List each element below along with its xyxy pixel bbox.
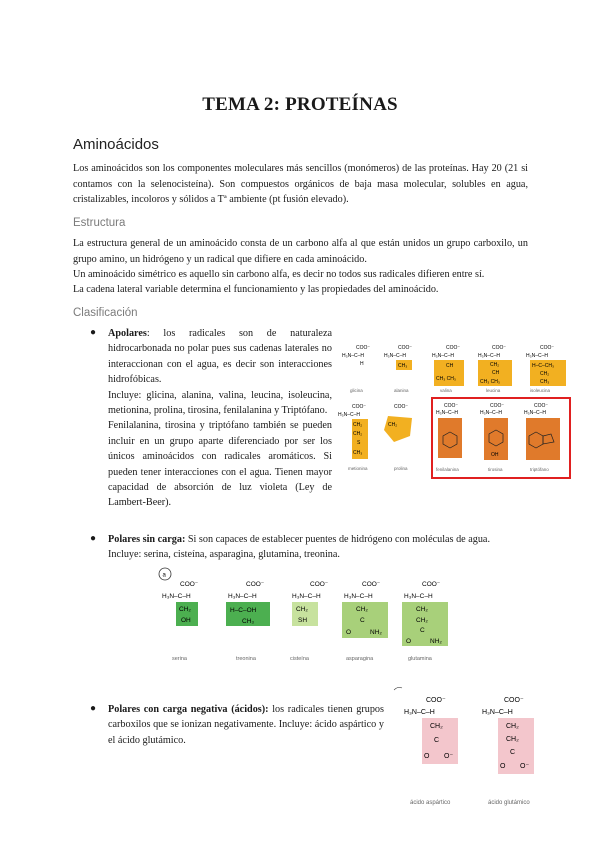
amino-label: H₃N–C–H <box>338 412 361 418</box>
isoleucina-structure <box>526 345 566 393</box>
amino-label: H₃N–C–H <box>480 410 503 416</box>
amino-label: H₃N–C–H <box>162 593 191 600</box>
radical-label: CH₂ <box>356 606 368 613</box>
section-heading: Aminoácidos <box>73 136 159 153</box>
estructura-paragraph-3: La cadena lateral variable determina el funcionamiento y las propiedades del aminoácido. <box>73 284 439 295</box>
name-fenilalanina: fenilalanina <box>436 467 459 472</box>
estructura-paragraph-2: Un aminoácido simétrico es aquello sin carbono alfa, es decir no todos sus radicales difieren entre sí. <box>73 269 485 280</box>
radical-label: O⁻ <box>444 753 454 760</box>
ring-shape <box>384 416 412 442</box>
radical-label: H–C–CH₃ <box>532 363 555 369</box>
acid-amino-acids-figure <box>392 682 542 810</box>
name-metionina: metionina <box>348 466 368 471</box>
radical-label: C <box>360 617 365 624</box>
serina-structure <box>162 581 198 662</box>
coo-label: COO⁻ <box>444 403 459 409</box>
coo-label: COO⁻ <box>362 581 381 588</box>
radical-label: S <box>357 440 361 446</box>
radical-label: OH <box>181 617 191 624</box>
radical-label: CH₂ <box>296 606 308 613</box>
name-glutamico: ácido glutámico <box>488 800 530 806</box>
name-asparagina: asparagina <box>346 656 374 662</box>
coo-label: COO⁻ <box>310 581 329 588</box>
cisteina-structure <box>290 581 328 662</box>
coo-label: COO⁻ <box>352 404 367 410</box>
fenilalanina-structure <box>436 403 462 472</box>
alanina-structure <box>384 345 412 393</box>
treonina-structure <box>226 581 270 662</box>
circle-marker-label: a <box>162 572 166 579</box>
radical-label: NH₂ <box>430 638 442 645</box>
polar-amino-acids-figure <box>150 562 470 666</box>
radical-label: CH₂ <box>416 606 428 613</box>
apolar-amino-acids-figure <box>336 340 574 482</box>
name-tirosina: tirosina <box>488 467 503 472</box>
radical-label: CH₂ <box>416 617 428 624</box>
estructura-paragraph-1: La estructura general de un aminoácido consta de un carbono alfa al que están unidos un grupo carboxilo, un grupo amino, un hidrógeno y un radical que difiere en cada aminoácido. <box>73 238 528 265</box>
radical-label: O <box>346 629 352 636</box>
radical-label: CH₃ <box>353 450 363 456</box>
coo-label: COO⁻ <box>490 403 505 409</box>
radical-label: O <box>500 763 506 770</box>
radical-label: CH₂ <box>506 723 519 730</box>
page-title: TEMA 2: PROTEÍNAS <box>202 94 398 115</box>
clasificacion-heading: Clasificación <box>73 307 138 319</box>
radical-label: CH₂ <box>353 431 363 437</box>
amino-label: H₃N–C–H <box>384 353 407 359</box>
name-triptofano: triptófano <box>530 467 549 472</box>
metionina-structure <box>338 404 368 471</box>
coo-label: COO⁻ <box>446 345 461 351</box>
coo-label: COO⁻ <box>180 581 199 588</box>
amino-label: H₃N–C–H <box>404 593 433 600</box>
glutamico-structure <box>482 697 534 806</box>
name-aspartico: ácido aspártico <box>410 800 451 806</box>
radical-label: O <box>406 638 412 645</box>
name-glutamina: glutamina <box>408 656 432 662</box>
radical-label: CH₂ <box>506 736 519 743</box>
radical-label: OH <box>491 452 499 458</box>
triptofano-structure <box>524 403 560 472</box>
amino-label: H₃N–C–H <box>524 410 547 416</box>
radical-label: CH <box>492 370 500 376</box>
coo-label: COO⁻ <box>422 581 441 588</box>
amino-label: H₃N–C–H <box>292 593 321 600</box>
radical-label: SH <box>298 617 308 624</box>
coo-label: COO⁻ <box>534 403 549 409</box>
radical-label: H <box>360 361 364 367</box>
intro-paragraph: Los aminoácidos son los componentes moleculares más sencillos (monómeros) de las proteínas. Hay 20 (21 si contamos con la selenocisteína). Son compuestos orgánicos de baja masa molecular, solubles en agua, cristalizables, incoloros y sólidos a Tª ambiente (pt fusión elevado). <box>73 163 528 205</box>
glutamina-structure <box>402 581 448 662</box>
polares-label: Polares sin carga: <box>108 534 186 545</box>
polares-description: Si son capaces de establecer puentes de hidrógeno con moléculas de agua. <box>185 534 491 545</box>
radical-label: H–C–OH <box>230 607 257 614</box>
coo-label: COO⁻ <box>246 581 265 588</box>
radical-label: CH₂ <box>388 422 398 428</box>
bullet-polares: ● <box>90 533 97 544</box>
polares-incluye: Incluye: serina, cisteína, asparagina, glutamina, treonina. <box>108 549 340 561</box>
amino-label: H₃N–C–H <box>344 593 373 600</box>
radical-label: CH₂ <box>353 422 363 428</box>
coo-label: COO⁻ <box>540 345 555 351</box>
amino-label: H₃N–C–H <box>436 410 459 416</box>
valina-structure <box>432 345 464 393</box>
name-prolina: prolina <box>394 466 408 471</box>
negativa-text <box>108 702 384 748</box>
radical-label: CH₃ <box>242 618 255 625</box>
radical-label: C <box>510 749 516 756</box>
polares-text <box>108 532 528 563</box>
radical-label: CH₂ <box>490 362 500 368</box>
radical-label: C <box>434 737 440 744</box>
radical-label: CH₂ <box>179 606 191 613</box>
radical-label: O <box>424 753 430 760</box>
apolares-incluye: Incluye: glicina, alanina, valina, leucina, isoleucina, metionina, prolina, tirosina, fenilalanina y Triptófano. <box>108 389 332 417</box>
radical-label: O⁻ <box>520 763 530 770</box>
tirosina-structure <box>480 403 508 472</box>
prolina-structure <box>384 404 412 471</box>
coo-label: COO⁻ <box>492 345 507 351</box>
aspartico-structure <box>404 697 458 806</box>
radical-label: CH₃ <box>540 379 550 385</box>
negativa-label: Polares con carga negativa (ácidos): <box>108 704 269 715</box>
radical-label: CH <box>446 363 454 369</box>
coo-label: COO⁻ <box>426 697 446 704</box>
radical-label: CH₂ <box>430 723 443 730</box>
scan-mark <box>394 687 402 690</box>
amino-label: H₃N–C–H <box>228 593 257 600</box>
coo-label: COO⁻ <box>394 404 409 410</box>
name-alanina: alanina <box>394 388 409 393</box>
radical-label: CH₃ CH₃ <box>480 379 500 385</box>
radical-label: CH₃ <box>398 363 408 369</box>
apolares-description: : los radicales son de naturaleza hidrocarbonada no polar pues sus cadenas laterales no interaccionan con el agua, es decir son interacciones hidrofóbicas. <box>108 328 332 386</box>
apolares-label: Apolares <box>108 328 147 339</box>
amino-label: H₃N–C–H <box>526 353 549 359</box>
name-serina: serina <box>172 656 187 662</box>
radical-box <box>438 418 462 458</box>
apolares-aromaticos: Fenilalanina, tirosina y triptófano también se pueden incluir en un grupo aparte diferenciado por ser los únicos aminoácidos con radicales aromáticos. Si pueden tener interacciones con el agua. Tienen mayor capacidad de absorción de luz violeta (Ley de Lambert-Beer). <box>108 420 332 509</box>
amino-label: H₃N–C–H <box>342 353 365 359</box>
amino-label: H₃N–C–H <box>404 709 435 716</box>
amino-label: H₃N–C–H <box>432 353 455 359</box>
name-valina: valina <box>440 388 452 393</box>
radical-label: CH₂ <box>540 371 550 377</box>
negativa-description: los radicales tienen grupos carboxilos que se ionizan negativamente. Incluye: ácido aspártico y el ácido glutámico. <box>108 704 384 746</box>
estructura-heading: Estructura <box>73 217 126 229</box>
name-cisteina: cisteína <box>290 656 309 662</box>
bullet-apolares: ● <box>90 327 97 338</box>
amino-label: H₃N–C–H <box>478 353 501 359</box>
radical-label: CH₃ CH₃ <box>436 376 456 382</box>
coo-label: COO⁻ <box>398 345 413 351</box>
amino-label: H₃N–C–H <box>482 709 513 716</box>
radical-label: NH₂ <box>370 629 382 636</box>
name-glicina: glicina <box>350 388 363 393</box>
bullet-negativa: ● <box>90 703 97 714</box>
name-treonina: treonina <box>236 656 256 662</box>
apolares-text <box>108 326 332 511</box>
leucina-structure <box>478 345 512 393</box>
glicina-structure <box>342 345 370 393</box>
asparagina-structure <box>342 581 388 662</box>
name-leucina: leucina <box>486 388 501 393</box>
radical-label: C <box>420 627 425 634</box>
name-isoleucina: isoleucina <box>530 388 551 393</box>
coo-label: COO⁻ <box>356 345 371 351</box>
coo-label: COO⁻ <box>504 697 524 704</box>
